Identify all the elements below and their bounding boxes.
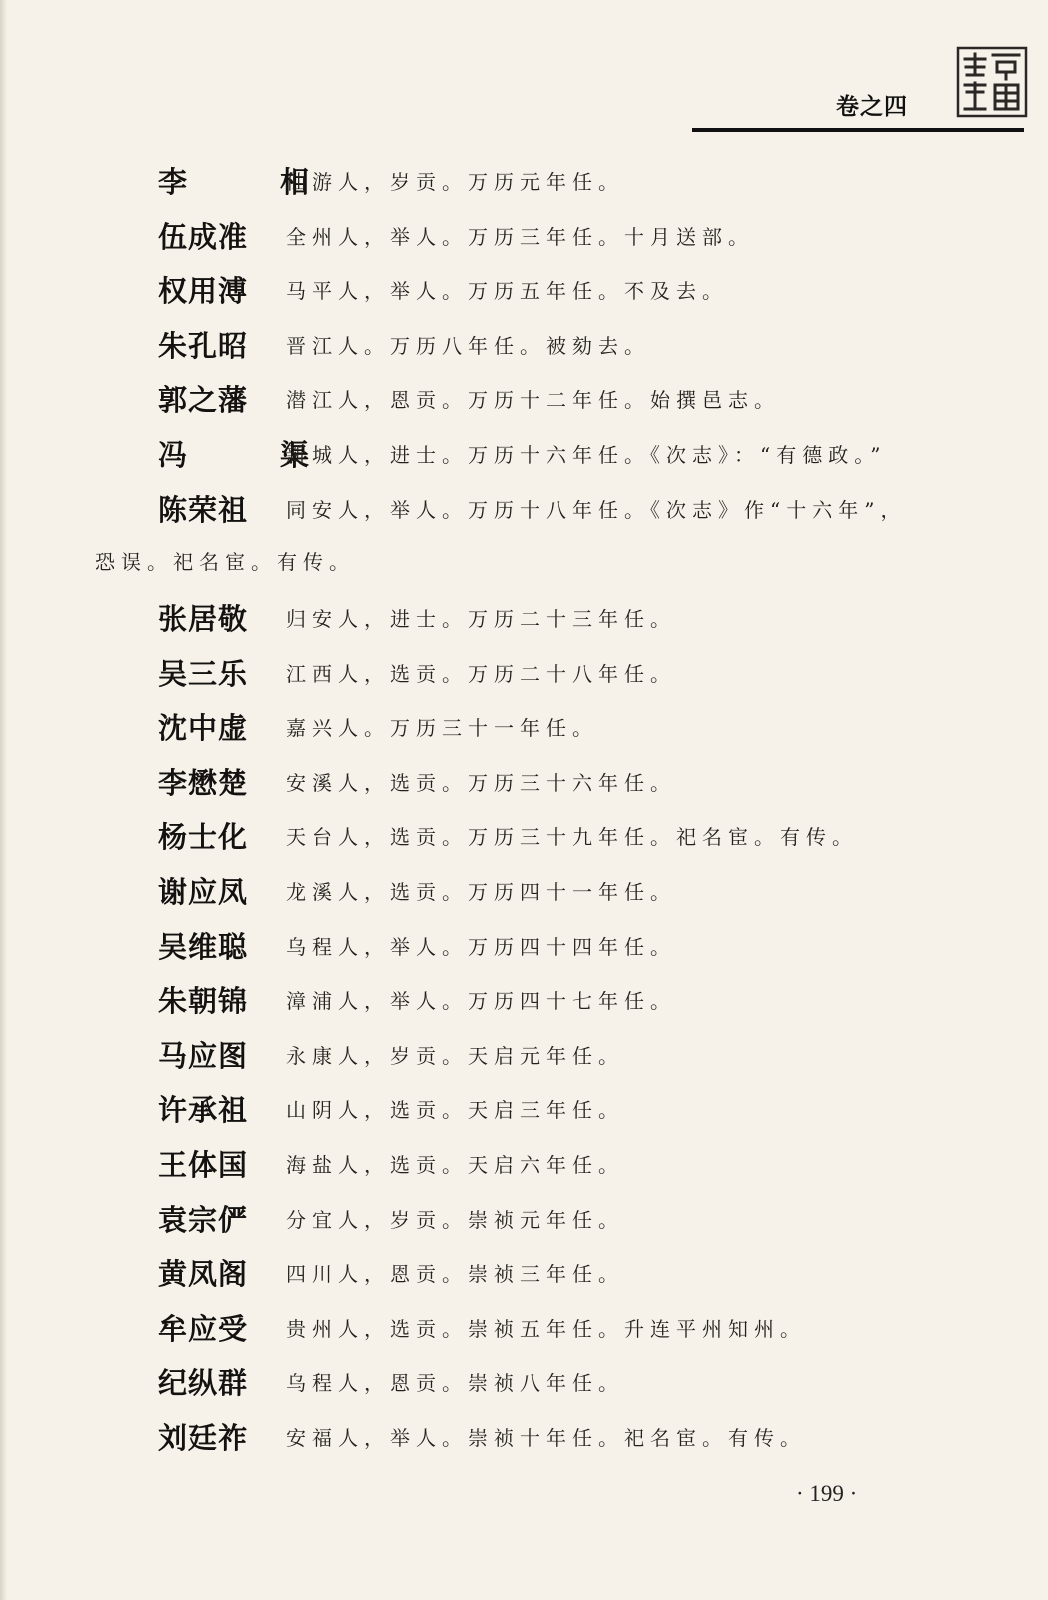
list-item [158, 597, 676, 637]
seal-stamp-icon [955, 45, 1029, 119]
official-description: 安溪人，选贡。万历三十六年任。 [286, 770, 676, 795]
list-item [158, 1198, 624, 1238]
list-item [158, 160, 624, 200]
page-edge-shadow [0, 0, 7, 1600]
list-item [158, 1143, 624, 1183]
official-name: 伍成准 [158, 219, 249, 254]
list-item [158, 1416, 806, 1456]
section-title: 卷之四 [836, 94, 908, 120]
official-name: 沈中虚 [158, 710, 249, 745]
official-description: 潜江人，恩贡。万历十二年任。始撰邑志。 [286, 387, 780, 412]
list-item [158, 706, 598, 746]
official-description: 同安人，举人。万历十八年任。《次志》作“十六年”， [286, 497, 907, 522]
official-name: 袁宗俨 [158, 1202, 249, 1237]
official-name: 陈荣祖 [158, 492, 249, 527]
list-item [158, 1361, 624, 1401]
list-item [158, 1307, 806, 1347]
official-description: 分宜人，岁贡。崇祯元年任。 [286, 1207, 624, 1232]
official-description: 安福人，举人。崇祯十年任。祀名宦。有传。 [286, 1425, 806, 1450]
page-number: · 199 · [796, 1481, 858, 1506]
official-name: 郭之藩 [158, 382, 249, 417]
official-description: 仙游人，岁贡。万历元年任。 [286, 169, 624, 194]
official-description: 乌程人，举人。万历四十四年任。 [286, 934, 676, 959]
official-description: 海盐人，选贡。天启六年任。 [286, 1152, 624, 1177]
official-description: 四川人，恩贡。崇祯三年任。 [286, 1261, 624, 1286]
list-item [158, 1252, 624, 1292]
official-name: 张居敬 [158, 601, 249, 636]
official-description: 乌程人，恩贡。崇祯八年任。 [286, 1370, 624, 1395]
list-item [158, 652, 676, 692]
list-item [158, 815, 858, 855]
list-item [158, 488, 906, 528]
list-item [158, 269, 728, 309]
official-description: 漳浦人，举人。万历四十七年任。 [286, 988, 676, 1013]
official-name: 吴维聪 [158, 929, 249, 964]
continuation-line: 恐误。祀名宦。有传。 [95, 550, 355, 574]
official-description: 贵州人，选贡。崇祯五年任。升连平州知州。 [286, 1316, 806, 1341]
list-item [158, 378, 780, 418]
official-description: 马平人，举人。万历五年任。不及去。 [286, 278, 728, 303]
official-name: 纪纵群 [158, 1365, 249, 1400]
official-name: 杨士化 [158, 819, 249, 854]
official-name: 冯 渠 [158, 437, 342, 472]
official-name: 李懋楚 [158, 765, 249, 800]
official-description: 新城人，进士。万历十六年任。《次志》：“有德政。” [286, 442, 887, 467]
official-description: 龙溪人，选贡。万历四十一年任。 [286, 879, 676, 904]
list-item [158, 1034, 624, 1074]
list-item [158, 870, 676, 910]
official-description: 江西人，选贡。万历二十八年任。 [286, 661, 676, 686]
official-name: 权用溥 [158, 273, 249, 308]
official-name: 朱朝锦 [158, 983, 249, 1018]
official-description: 永康人，岁贡。天启元年任。 [286, 1043, 624, 1068]
list-item [158, 324, 650, 364]
official-name: 谢应凤 [158, 874, 249, 909]
official-description: 山阴人，选贡。天启三年任。 [286, 1097, 624, 1122]
official-name: 刘廷祚 [158, 1420, 249, 1455]
official-description: 天台人，选贡。万历三十九年任。祀名宦。有传。 [286, 824, 858, 849]
official-description: 晋江人。万历八年任。被劾去。 [286, 333, 650, 358]
list-item [158, 215, 754, 255]
official-name: 牟应受 [158, 1311, 249, 1346]
official-description: 全州人，举人。万历三年任。十月送部。 [286, 224, 754, 249]
official-description: 归安人，进士。万历二十三年任。 [286, 606, 676, 631]
list-item [158, 761, 676, 801]
official-name: 马应图 [158, 1038, 249, 1073]
official-name: 吴三乐 [158, 656, 249, 691]
list-item [158, 979, 676, 1019]
official-name: 王体国 [158, 1147, 249, 1182]
header-rule [692, 128, 1024, 132]
list-item [158, 1088, 624, 1128]
list-item [158, 925, 676, 965]
list-item [158, 433, 886, 473]
official-name: 朱孔昭 [158, 328, 249, 363]
official-name: 许承祖 [158, 1092, 249, 1127]
official-name: 黄凤阁 [158, 1256, 249, 1291]
official-name: 李 相 [158, 164, 342, 199]
official-description: 嘉兴人。万历三十一年任。 [286, 715, 598, 740]
